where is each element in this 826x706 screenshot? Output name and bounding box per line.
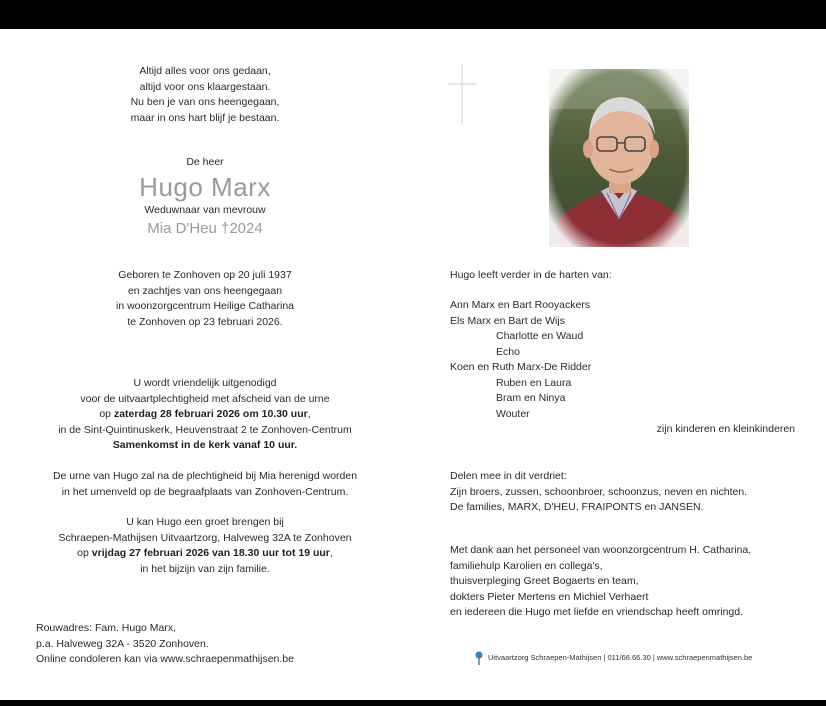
visit-prefix: op — [77, 547, 92, 559]
thanks-line: familiehulp Karolien en collega's, — [450, 559, 603, 572]
bottom-bar — [0, 700, 826, 706]
invite-line: U wordt vriendelijk uitgenodigd — [133, 377, 277, 389]
heart-line: Hugo leeft verder in de harten van: — [450, 269, 612, 281]
family-list — [450, 298, 795, 438]
family-member: Echo — [496, 345, 520, 358]
address-line: Rouwadres: Fam. Hugo Marx, — [36, 622, 177, 634]
family-member: Wouter — [496, 407, 530, 420]
invite-block — [30, 376, 380, 454]
thanks-line: en iedereen die Hugo met liefde en vriendschap heeft omringd. — [450, 606, 744, 618]
family-closing: zijn kinderen en kleinkinderen — [656, 423, 795, 435]
portrait-photo — [549, 69, 689, 247]
share-line: Delen mee in dit verdriet: — [450, 470, 567, 482]
family-member: Ruben en Laura — [496, 376, 572, 389]
urn-line: De urne van Hugo zal na de plechtigheid bij Mia herenigd worden — [52, 470, 358, 482]
family-member: Charlotte en Waud — [496, 330, 584, 342]
born-line: te Zonhoven op 23 februari 2026. — [127, 315, 283, 328]
top-bar — [0, 0, 826, 29]
name-block — [30, 155, 380, 240]
poem-line: Altijd alles voor ons gedaan, — [139, 65, 271, 77]
invite-line: in de Sint-Quintinuskerk, Heuvenstraat 2 te Zonhoven-Centrum — [58, 423, 352, 436]
address-line: p.a. Halveweg 32A - 3520 Zonhoven. — [36, 637, 209, 650]
funeral-home-footer — [474, 651, 752, 665]
urn-line: in het urnenveld op de begraafplaats van Zonhoven-Centrum. — [61, 485, 349, 498]
thanks-block — [450, 543, 751, 621]
invite-date-line — [30, 407, 380, 423]
family-member: Koen en Ruth Marx-De Ridder — [450, 361, 592, 373]
funeral-date: zaterdag 28 februari 2026 om 10.30 uur — [113, 408, 308, 420]
cross-icon — [448, 64, 476, 124]
poem-line: maar in ons hart blijf je bestaan. — [130, 111, 280, 124]
spouse-name: Mia D'Heu †2024 — [147, 220, 263, 237]
thanks-line: Met dank aan het personeel van woonzorgcentrum H. Catharina, — [450, 544, 752, 556]
visit-line: in het bijzijn van zijn familie. — [140, 562, 270, 575]
born-line: Geboren te Zonhoven op 20 juli 1937 — [118, 269, 292, 281]
tree-logo-icon — [474, 651, 484, 665]
share-block — [450, 469, 747, 516]
salutation: De heer — [186, 156, 224, 168]
mourning-address — [36, 621, 294, 668]
visit-line: Schraepen-Mathijsen Uitvaartzorg, Halveweg 32A te Zonhoven — [58, 531, 352, 544]
poem-line: altijd voor ons klaargestaan. — [139, 80, 271, 93]
family-member: Els Marx en Bart de Wijs — [450, 314, 565, 327]
thanks-line: dokters Pieter Mertens en Michiel Verhaert — [450, 590, 649, 603]
visit-date-line — [30, 546, 380, 562]
invite-line: voor de uitvaartplechtigheid met afscheid van de urne — [80, 392, 330, 405]
invite-prefix: op — [99, 408, 114, 420]
footer-text: Uitvaartzorg Schraepen-Mathijsen | 011/66.66.30 | www.schraepenmathijsen.be — [488, 653, 753, 662]
gathering-time: Samenkomst in de kerk vanaf 10 uur. — [112, 439, 298, 451]
born-line: in woonzorgcentrum Heilige Catharina — [115, 300, 294, 312]
family-member: Ann Marx en Bart Rooyackers — [450, 299, 591, 311]
thanks-line: thuisverpleging Greet Bogaerts en team, — [450, 575, 639, 587]
widower-line: Weduwnaar van mevrouw — [144, 203, 266, 216]
born-block — [30, 268, 380, 330]
visit-suffix: , — [329, 547, 333, 559]
deceased-name: Hugo Marx — [139, 171, 271, 202]
visit-line: U kan Hugo een groet brengen bij — [126, 516, 284, 528]
poem — [30, 64, 380, 126]
born-line: en zachtjes van ons heengegaan — [127, 284, 283, 297]
gathering-line — [30, 438, 380, 454]
condolence-line: Online condoleren kan via www.schraepenmathijsen.be — [36, 653, 294, 665]
share-line: De families, MARX, D'HEU, FRAIPONTS en JANSEN. — [450, 501, 704, 513]
family-member: Bram en Ninya — [496, 392, 566, 404]
poem-line: Nu ben je van ons heengegaan, — [130, 96, 280, 108]
share-line: Zijn broers, zussen, schoonbroer, schoonzus, neven en nichten. — [450, 485, 748, 498]
invite-suffix: , — [307, 408, 311, 420]
visit-date: vrijdag 27 februari 2026 van 18.30 uur tot 19 uur — [91, 547, 330, 559]
visit-block — [30, 515, 380, 577]
urn-block — [30, 469, 380, 500]
